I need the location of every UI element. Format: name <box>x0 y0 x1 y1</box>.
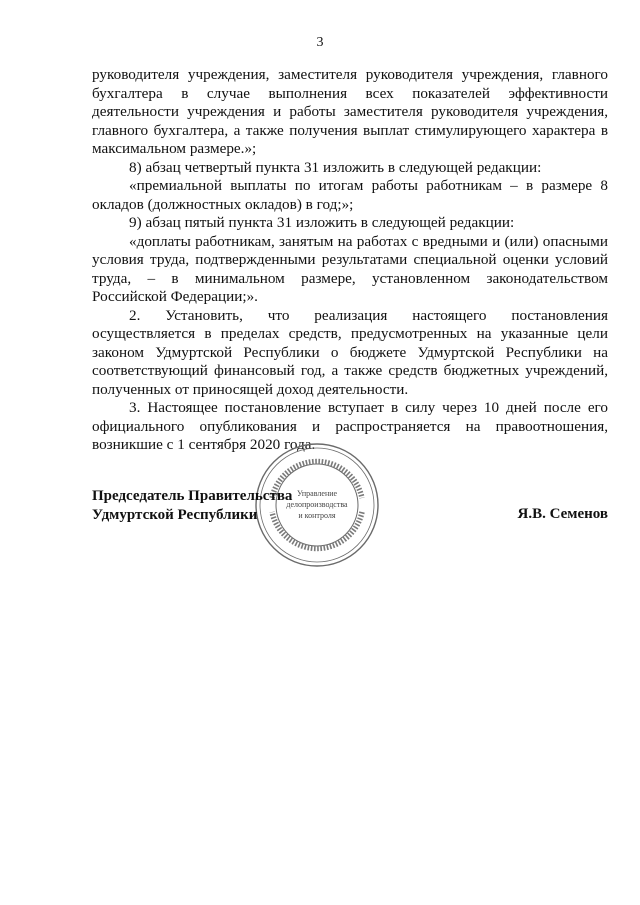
paragraph-7: 3. Настоящее постановление вступает в силу через 10 дней после его официального опубликования и распространяется на правоотношения, возникшие с 1 сентября 2020 года. <box>92 399 608 453</box>
seal-center-line-2: делопроизводства <box>286 500 348 509</box>
paragraph-6: 2. Установить, что реализация настоящего постановления осуществляется в пределах средств, предусмотренных на указанные цели законом Удмуртской Республики о бюджете Удмуртской Республики на соответствующий финансовый год, а также средств бюджетных учреждений, полученных от приносящей доход деятельности. <box>92 306 608 398</box>
seal-center-line-3: и контроля <box>298 511 336 520</box>
signatory-title-line-1: Председатель Правительства <box>92 488 293 504</box>
document-body <box>92 66 608 455</box>
seal-center-line-1: Управление <box>296 489 338 498</box>
signatory-title-line-2: Удмуртской Республики <box>92 506 258 523</box>
page-number: 3 <box>316 35 324 50</box>
paragraph-4: 9) абзац пятый пункта 31 изложить в следующей редакции: <box>129 214 515 231</box>
paragraph-3: «премиальной выплаты по итогам работы работникам – в размере 8 окладов (должностных окладов) в год;»; <box>92 177 608 213</box>
paragraph-1: руководителя учреждения, заместителя руководителя учреждения, главного бухгалтера в случае выполнения всех показателей эффективности деятельности учреждения и работы заместителя руководителя учреждения, главного бухгалтера, а также получения выплат стимулирующего характера в максимальном размере.»; <box>92 66 608 157</box>
signatory-title <box>92 487 292 524</box>
signatory-name: Я.В. Семенов <box>517 506 608 522</box>
paragraph-2: 8) абзац четвертый пункта 31 изложить в следующей редакции: <box>129 158 542 176</box>
paragraph-5: «доплаты работникам, занятым на работах с вредными и (или) опасными условия труда, подтвержденными результатами специальной оценки условий труда, – в минимальном размере, установленном законодательством Российской Федерации;». <box>92 232 608 305</box>
